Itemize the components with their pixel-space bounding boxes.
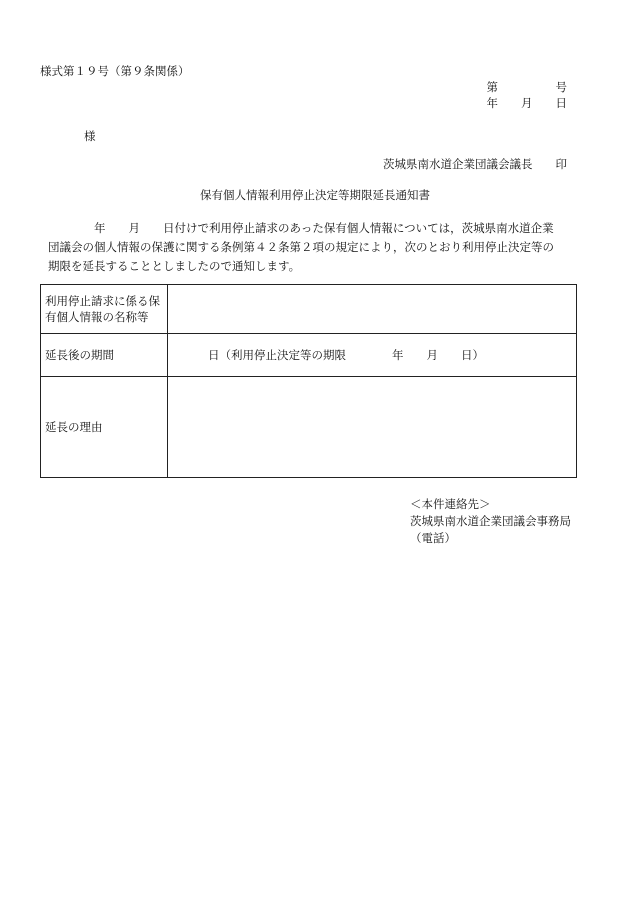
row-label-info-name: 利用停止請求に係る保有個人情報の名称等 xyxy=(41,285,168,334)
table-row-info-name xyxy=(41,285,577,334)
body-line-1: 年 月 日付けで利用停止請求のあった保有個人情報については，茨城県南水道企業 xyxy=(48,221,554,235)
addressee: 様 xyxy=(84,129,96,143)
row-label-extended-period: 延長後の期間 xyxy=(41,334,168,377)
contact-heading: ＜本件連絡先＞ xyxy=(410,497,491,511)
contact-office: 茨城県南水道企業団議会事務局 xyxy=(410,514,571,528)
contact-block xyxy=(410,496,571,547)
document-date-line: 年 月 日 xyxy=(486,96,567,110)
row-value-info-name xyxy=(168,285,577,334)
row-value-reason xyxy=(168,377,577,478)
contact-phone: （電話） xyxy=(410,531,456,545)
body-text xyxy=(48,219,588,276)
row-value-extended-period: 日（利用停止決定等の期限 年 月 日） xyxy=(168,334,577,377)
sender: 茨城県南水道企業団議会議長 印 xyxy=(383,157,567,171)
info-table xyxy=(40,284,577,478)
row-label-reason: 延長の理由 xyxy=(41,377,168,478)
table-row-reason xyxy=(41,377,577,478)
body-line-2: 団議会の個人情報の保護に関する条例第４２条第２項の規定により，次のとおり利用停止決定等の xyxy=(48,240,554,254)
form-number: 様式第１９号（第９条関係） xyxy=(40,64,190,78)
document-title: 保有個人情報利用停止決定等期限延長通知書 xyxy=(200,188,430,202)
body-line-3: 期限を延長することとしましたので通知します。 xyxy=(48,259,301,273)
document-number-line: 第 号 xyxy=(486,80,567,94)
table-row-extended-period xyxy=(41,334,577,377)
